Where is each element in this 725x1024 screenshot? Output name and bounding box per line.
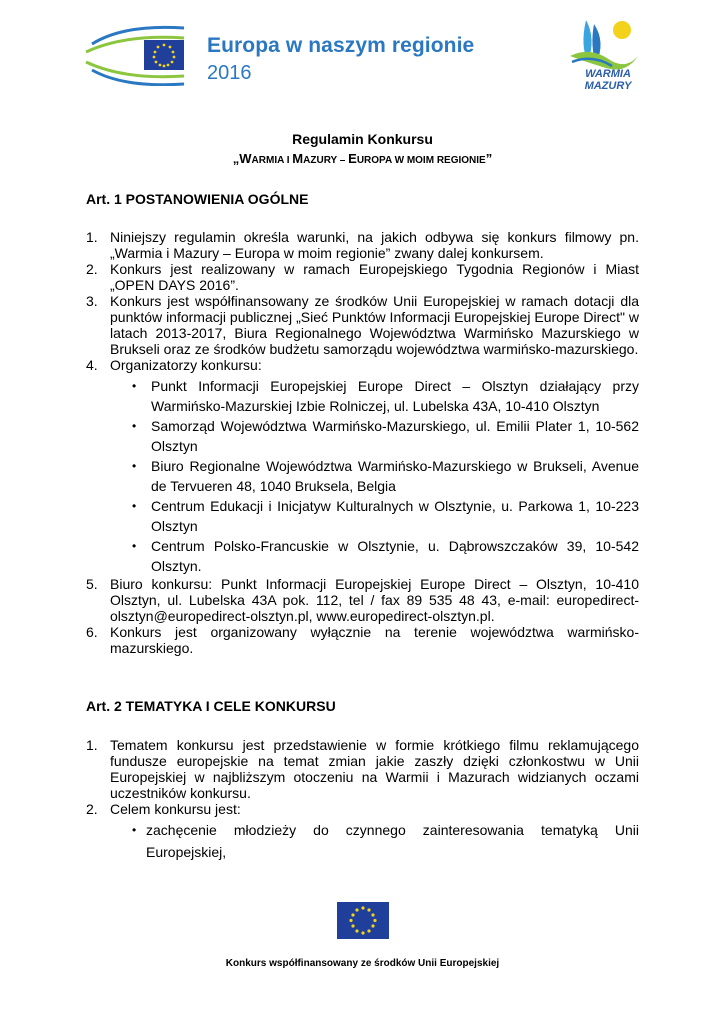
subtitle-part: ” [485, 151, 493, 166]
list-number: 6. [86, 624, 98, 640]
list-text: Celem konkursu jest: [110, 801, 241, 817]
goals-list [110, 819, 639, 863]
header-year: 2016 [207, 62, 252, 84]
bullet-icon: • [132, 499, 137, 513]
list-item [86, 624, 639, 656]
bullet-icon: • [132, 419, 137, 433]
europa-w-naszym-regionie-logo-icon [84, 22, 204, 86]
organizer-item [110, 536, 639, 576]
mazury-text: MAZURY [584, 80, 632, 92]
subtitle-part: AZURY – [303, 155, 349, 166]
goal-text: zachęcenie młodzieży do czynnego zainteresowania tematyką Unii Europejskiej, [146, 822, 639, 860]
list-item [86, 576, 639, 624]
organizer-text: Biuro Regionalne Województwa Warmińsko-Mazurskiego w Brukseli, Avenue de Tervueren 48, 1040 Bruksela, Belgia [151, 458, 639, 494]
warmia-text: WARMIA [585, 68, 631, 80]
organizer-item [110, 496, 639, 536]
list-text: Biuro konkursu: Punkt Informacji Europejskiej Europe Direct – Olsztyn, 10-410 Olsztyn, ul. Lubelska 43A pok. 112, tel / fax 89 535 48 43, e-mail: europedirect-olsztyn@europedirect-olsztyn.pl, www.europedirect-olsztyn.pl. [110, 576, 639, 624]
list-number: 2. [86, 261, 98, 277]
list-item [86, 229, 639, 261]
header-title: Europa w naszym regionie [207, 34, 475, 57]
list-item [86, 357, 639, 576]
art1-heading: Art. 1 POSTANOWIENIA OGÓLNE [86, 191, 309, 207]
organizers-list [110, 376, 639, 576]
list-text: Niniejszy regulamin określa warunki, na jakich odbywa się konkurs filmowy pn. „Warmia i Mazury – Europa w moim regionie” zwany dalej konkursem. [110, 229, 639, 261]
subtitle-part: M [292, 151, 304, 166]
list-number: 1. [86, 229, 98, 245]
list-item [86, 293, 639, 357]
list-text: Tematem konkursu jest przedstawienie w formie krótkiego filmu reklamującego fundusze europejskie na temat zmian jakie zaszły dzięki członkostwu w Unii Europejskiej w najbliższym otoczeniu na Warmii i Mazurach widzianych oczami uczestników konkursu. [110, 737, 639, 801]
organizer-item [110, 416, 639, 456]
art1-list [86, 229, 639, 656]
footer-text: Konkurs współfinansowany ze środków Unii Europejskiej [225, 958, 500, 969]
subtitle-part: UROPA W MOIM REGIONIE [356, 155, 486, 166]
organizer-text: Centrum Edukacji i Inicjatyw Kulturalnych w Olsztynie, u. Parkowa 1, 10-223 Olsztyn [151, 498, 639, 534]
bullet-icon: • [132, 539, 137, 553]
list-number: 3. [86, 293, 98, 309]
subtitle-part: E [348, 151, 357, 166]
document-subtitle [0, 151, 725, 166]
list-text: Konkurs jest organizowany wyłącznie na terenie województwa warmińsko-mazurskiego. [110, 624, 639, 656]
list-text: Konkurs jest współfinansowany ze środków Unii Europejskiej w ramach dotacji dla punktów informacji publicznej „Sieć Punktów Informacji Europejskiej Europe Direct" w latach 2013-2017, Biura Regionalnego Województwa Warmińsko Mazurskiego w Brukseli oraz ze środków budżetu samorządu województwa warmińsko-mazurskiego. [110, 293, 639, 357]
subtitle-part: „W [232, 151, 252, 166]
eu-flag-icon [337, 902, 389, 939]
list-item [86, 801, 639, 863]
bullet-icon: • [132, 459, 137, 473]
subtitle-part: ARMIA I [251, 155, 293, 166]
list-number: 4. [86, 357, 98, 373]
art2-list [86, 737, 639, 863]
list-number: 1. [86, 737, 98, 753]
art2-heading: Art. 2 TEMATYKA I CELE KONKURSU [86, 698, 336, 714]
organizer-text: Centrum Polsko-Francuskie w Olsztynie, u. Dąbrowszczaków 39, 10-542 Olsztyn. [151, 538, 639, 574]
warmia-mazury-logo-icon [566, 16, 642, 74]
document-title: Regulamin Konkursu [292, 131, 433, 147]
list-item [86, 737, 639, 801]
list-number: 5. [86, 576, 98, 592]
warmia-mazury-logo-text [568, 68, 648, 92]
goal-item [110, 819, 639, 863]
organizer-item [110, 456, 639, 496]
organizer-text: Punkt Informacji Europejskiej Europe Direct – Olsztyn działający przy Warmińsko-Mazurskiej Izbie Rolniczej, ul. Lubelska 43A, 10-410 Olsztyn [151, 378, 639, 414]
list-item [86, 261, 639, 293]
bullet-icon: • [132, 379, 137, 393]
list-text: Konkurs jest realizowany w ramach Europejskiego Tygodnia Regionów i Miast „OPEN DAYS 2016”. [110, 261, 639, 293]
organizer-text: Samorząd Województwa Warmińsko-Mazurskiego, ul. Emilii Plater 1, 10-562 Olsztyn [151, 418, 639, 454]
list-number: 2. [86, 801, 98, 817]
list-text: Organizatorzy konkursu: [110, 357, 262, 373]
organizer-item [110, 376, 639, 416]
bullet-icon: • [132, 823, 137, 837]
